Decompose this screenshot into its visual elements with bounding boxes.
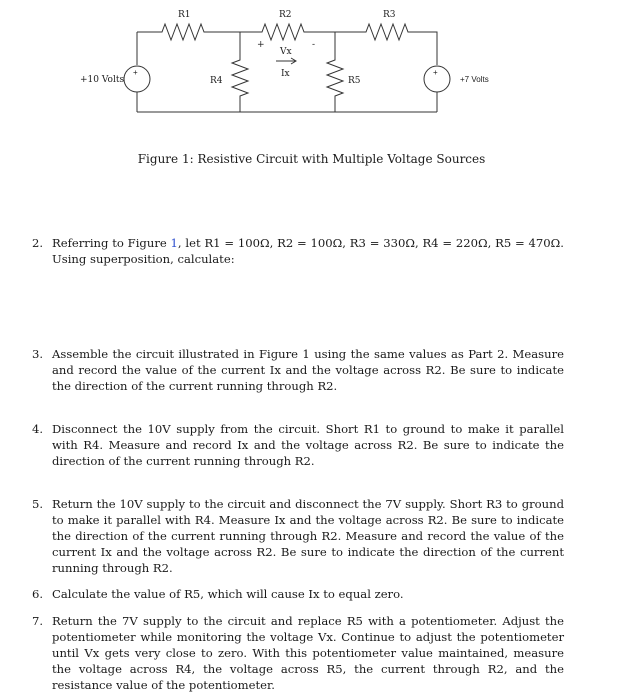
label-r3: R3 [383, 10, 396, 20]
circuit-diagram [0, 0, 623, 150]
question-number: 7. [32, 614, 44, 628]
label-source-left: +10 Volts [80, 75, 125, 85]
label-vx: Vx [280, 47, 292, 57]
question-3 [32, 346, 564, 394]
question-4 [32, 421, 564, 469]
question-number: 4. [32, 422, 44, 436]
label-vx-minus: - [312, 40, 316, 50]
figure-caption: Figure 1: Resistive Circuit with Multiple Voltage Sources [137, 152, 486, 166]
question-6 [32, 586, 564, 602]
question-2 [32, 235, 564, 267]
question-text-part: , let R1 = 100Ω, R2 = 100Ω, R3 = 330Ω, R4 = 220Ω, R5 = 470Ω. Using superposition, calculate: [52, 236, 564, 266]
source-right-plus: + [433, 68, 438, 77]
figure-reference-link[interactable]: 1 [170, 236, 178, 250]
question-number: 6. [32, 587, 44, 601]
label-r4: R4 [210, 76, 223, 86]
source-left-plus: + [133, 68, 138, 77]
question-text: Return the 10V supply to the circuit and disconnect the 7V supply. Short R3 to ground to make it parallel with R4. Measure Ix and the voltage across R2. Be sure to indicate the direction of the current running through R2. Measure and record the value of the current Ix and the voltage across R2. Be sure to indicate the direction of the current running through R2. [52, 497, 564, 575]
question-text: Return the 7V supply to the circuit and replace R5 with a potentiometer. Adjust the potentiometer while monitoring the voltage Vx. Continue to adjust the potentiometer until Vx gets very close to zero. With this potentiometer value maintained, measure the voltage across R4, the voltage across R5, the current through R2, and the resistance value of the potentiometer. [52, 614, 564, 692]
resistor-r4 [232, 32, 248, 112]
question-text-part: Referring to Figure [52, 236, 171, 250]
label-r1: R1 [178, 10, 191, 20]
wire-top [137, 24, 437, 112]
question-text: Assemble the circuit illustrated in Figure 1 using the same values as Part 2. Measure and record the value of the current Ix and the voltage across R2. Be sure to indicate the direction of the current running through R2. [52, 347, 564, 393]
question-text: Disconnect the 10V supply from the circuit. Short R1 to ground to make it parallel with R4. Measure and record Ix and the voltage across R2. Be sure to indicate the direction of the current running through R2. [52, 422, 564, 468]
label-source-right: +7 Volts [460, 75, 489, 84]
question-7 [32, 613, 564, 693]
question-number: 3. [32, 347, 44, 361]
question-number: 2. [32, 236, 44, 250]
question-number: 5. [32, 497, 44, 511]
question-5 [32, 496, 564, 576]
label-r2: R2 [279, 10, 292, 20]
label-ix: Ix [281, 69, 290, 79]
ix-arrow [276, 58, 296, 64]
question-text: Calculate the value of R5, which will cause Ix to equal zero. [52, 587, 404, 601]
resistor-r5 [327, 32, 343, 112]
label-r5: R5 [348, 76, 361, 86]
label-vx-plus: + [257, 40, 265, 50]
